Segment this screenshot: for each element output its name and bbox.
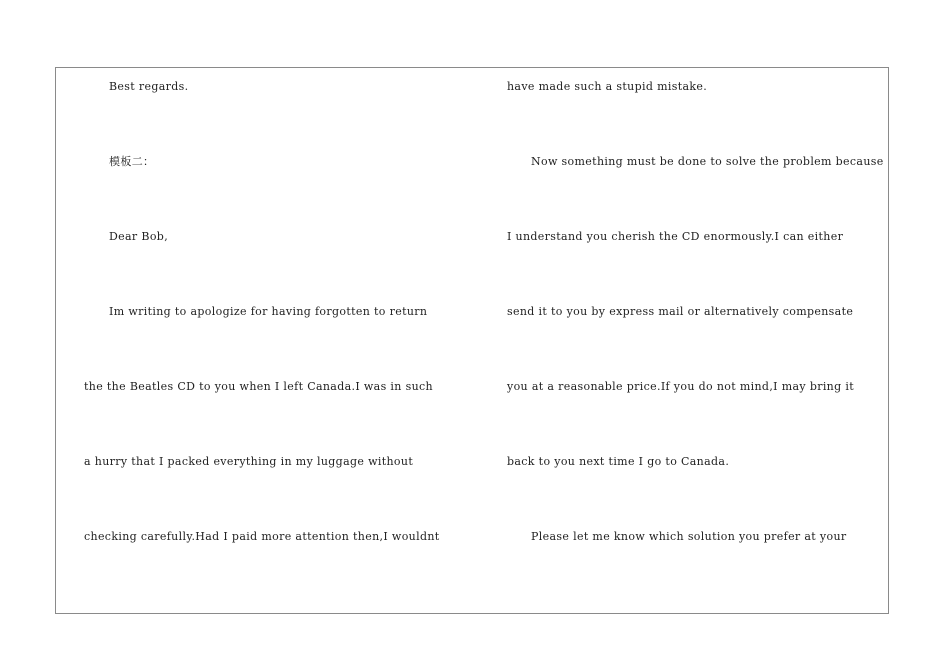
salutation: Dear Bob, bbox=[109, 230, 169, 243]
body-line: I understand you cherish the CD enormously.I can either bbox=[507, 230, 844, 243]
body-line: checking carefully.Had I paid more attention then,I wouldnt bbox=[84, 530, 440, 543]
body-line: the the Beatles CD to you when I left Canada.I was in such bbox=[84, 380, 433, 393]
body-line: a hurry that I packed everything in my luggage without bbox=[84, 455, 414, 468]
body-line: you at a reasonable price.If you do not mind,I may bring it bbox=[507, 380, 854, 393]
body-line: back to you next time I go to Canada. bbox=[507, 455, 730, 468]
body-line: Please let me know which solution you prefer at your bbox=[531, 530, 847, 543]
body-line: send it to you by express mail or alternatively compensate bbox=[507, 305, 854, 318]
body-line: have made such a stupid mistake. bbox=[507, 80, 708, 93]
template-heading: 模板二： bbox=[109, 155, 155, 168]
closing-line: Best regards. bbox=[109, 80, 189, 93]
body-line: Now something must be done to solve the problem because bbox=[531, 155, 884, 168]
body-line: Im writing to apologize for having forgotten to return bbox=[109, 305, 428, 318]
